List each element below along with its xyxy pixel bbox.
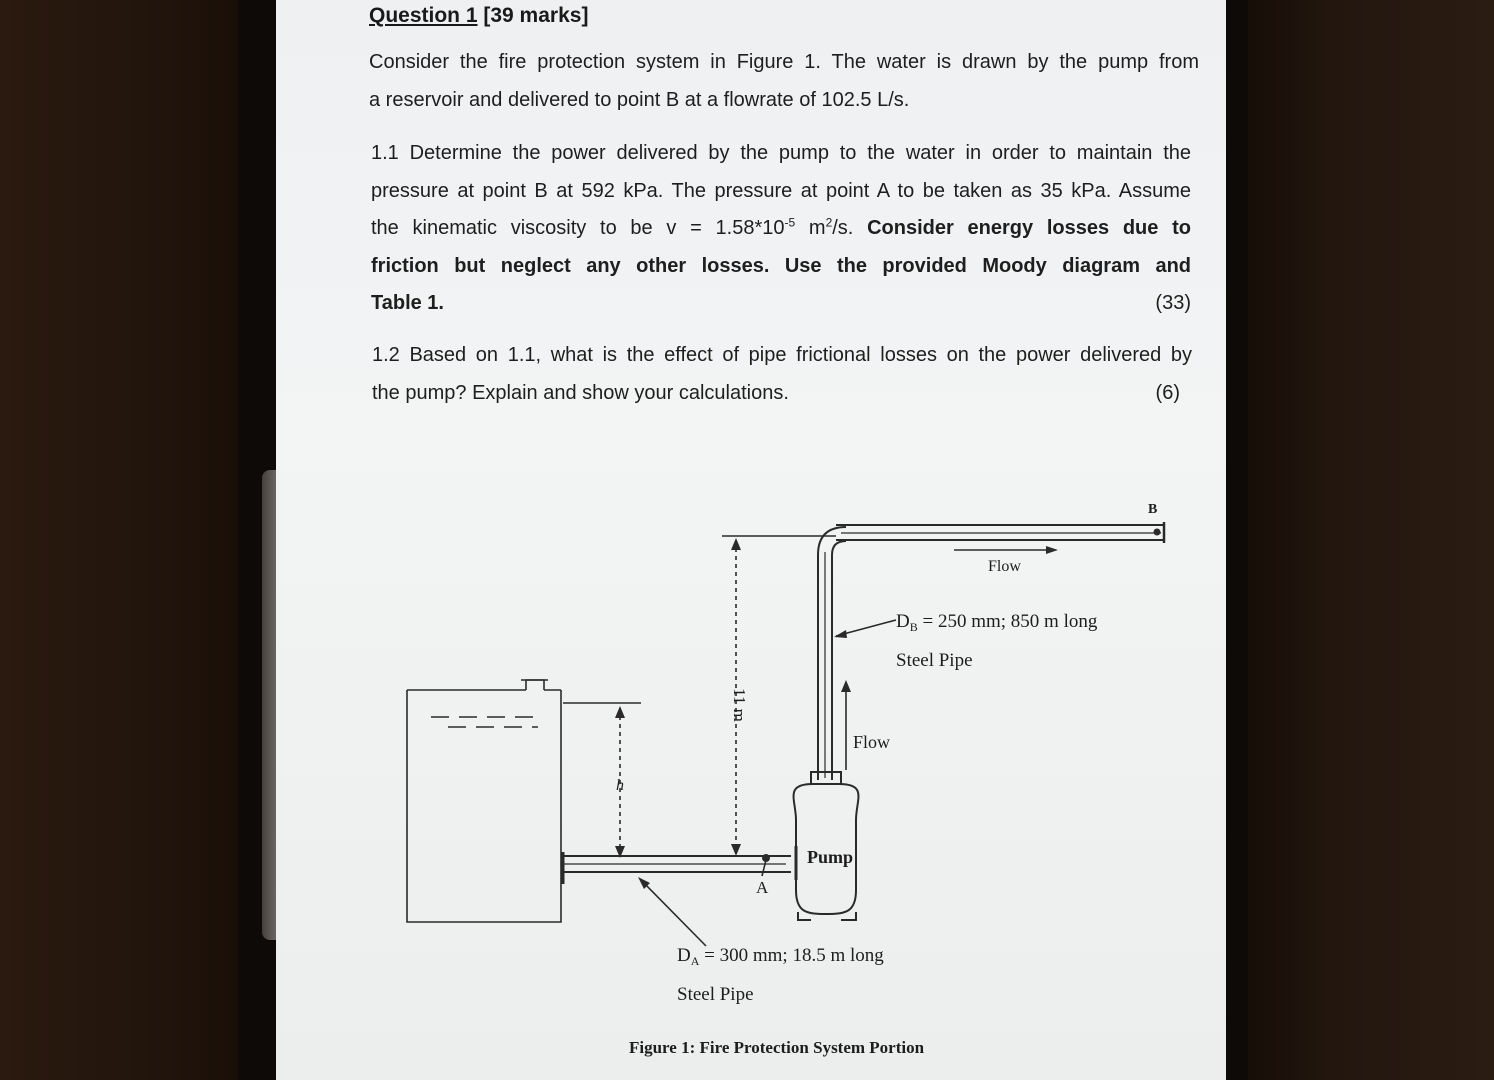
point-b-marker <box>1154 529 1161 536</box>
viscosity-text: the kinematic viscosity to be v = 1.58*10 <box>371 217 785 239</box>
pipe-a-rest: = 300 mm; 18.5 m long <box>699 945 884 966</box>
background-right <box>1214 0 1494 1080</box>
h-label: h <box>616 777 624 794</box>
viscosity-unit-exponent: 2 <box>825 215 833 230</box>
part-1-1-line-4: friction but neglect any other losses. Use the provided Moody diagram and <box>371 254 1191 277</box>
pipe-a-sub: A <box>690 954 700 968</box>
height-arrow-bottom <box>731 844 741 856</box>
part-1-2-text: the pump? Explain and show your calculations. <box>372 381 789 404</box>
figure-caption: Figure 1: Fire Protection System Portion <box>629 1038 925 1057</box>
fire-protection-diagram <box>276 0 1226 1080</box>
height-arrow-top <box>731 538 741 550</box>
part-1-1-marks: (33) <box>1155 292 1191 314</box>
pipe-b-rest: = 250 mm; 850 m long <box>917 611 1098 632</box>
point-a-marker <box>762 854 770 862</box>
intro-line-1: Consider the fire protection system in Figure 1. The water is drawn by the pump from <box>369 51 1199 73</box>
flow-arrow-up-head <box>841 680 851 692</box>
document-screen <box>276 0 1226 1080</box>
pipe-b-sub: B <box>909 620 918 634</box>
flow-arrow-right-head <box>1046 546 1058 554</box>
question-marks: [39 marks] <box>483 4 589 27</box>
reservoir-tank <box>407 690 561 922</box>
question-number: Question 1 <box>369 4 478 27</box>
viscosity-unit: m <box>795 217 826 239</box>
pump-label: Pump <box>807 847 854 867</box>
viscosity-exponent: -5 <box>784 215 796 230</box>
pump-neck <box>811 772 841 784</box>
pipe-b-d: D <box>896 611 910 632</box>
pipe-b-spec <box>896 611 1098 634</box>
background-left <box>0 0 240 1080</box>
label-a: A <box>756 878 769 897</box>
point-a-pointer <box>762 860 766 876</box>
instruction-bold-3: Table 1. <box>371 292 444 314</box>
pipe-b-arrowhead <box>834 630 847 638</box>
flow-vertical-label: Flow <box>853 732 891 752</box>
part-1-2-marks: (6) <box>1155 381 1180 404</box>
pipe-a-d: D <box>677 945 691 966</box>
label-b: B <box>1148 502 1158 517</box>
h-arrow-top <box>615 706 625 718</box>
pipe-b-material: Steel Pipe <box>896 650 973 671</box>
pipe-a-material: Steel Pipe <box>677 984 754 1005</box>
viscosity-unit-post: /s. <box>832 217 854 239</box>
part-1-1-line-2: pressure at point B at 592 kPa. The pressure at point A to be taken as 35 kPa. Assume <box>371 179 1191 202</box>
part-1-2-line-1: 1.2 Based on 1.1, what is the effect of pipe frictional losses on the power delivered by <box>372 344 1192 366</box>
flow-top-label: Flow <box>988 558 1021 575</box>
pipe-a-spec <box>677 945 884 968</box>
intro-line-2: a reservoir and delivered to point B at a flowrate of 102.5 L/s. <box>369 88 910 111</box>
instruction-bold-1: Consider energy losses due to <box>867 217 1191 239</box>
pipe-a-pointer <box>640 879 706 946</box>
height-label: 11 m <box>730 688 749 722</box>
part-1-1-line-1: 1.1 Determine the power delivered by the pump to the water in order to maintain the <box>371 142 1191 164</box>
reservoir-vent <box>526 680 544 690</box>
